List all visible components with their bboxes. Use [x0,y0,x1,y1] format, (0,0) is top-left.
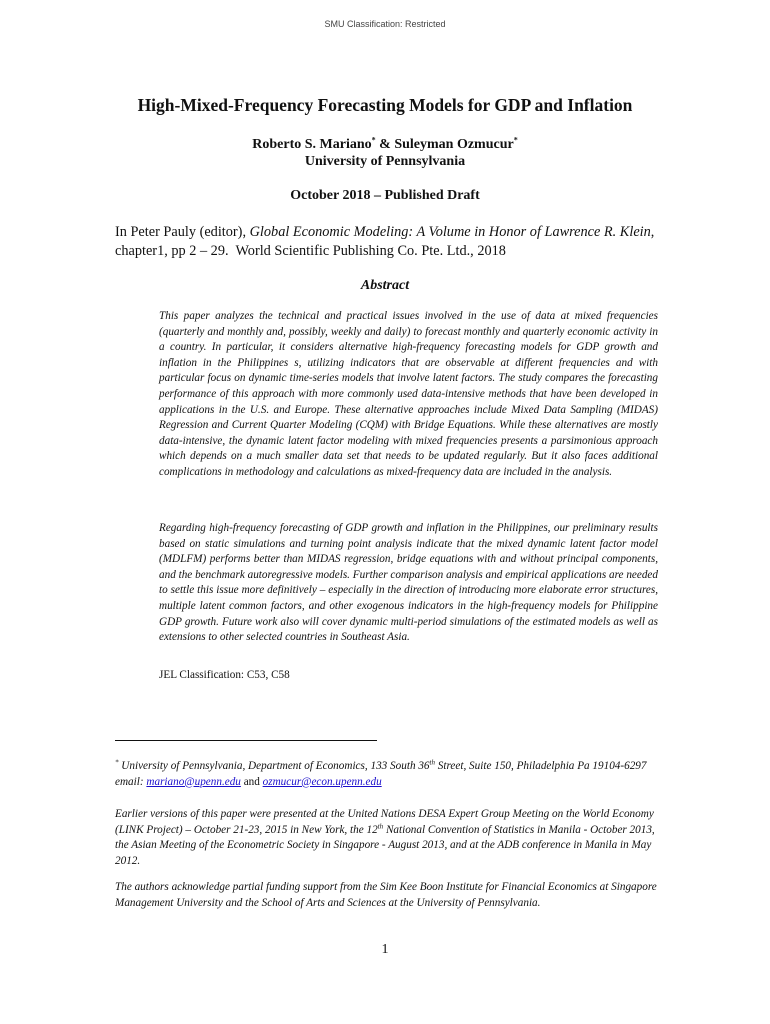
page-number: 1 [381,942,389,957]
publication-date: October 2018 – Published Draft [290,188,480,203]
citation-suffix: , chapter1, pp 2 – 29. World Scientific Publishing Co. Pte. Ltd., 2018 [115,224,662,259]
classification-header: SMU Classification: Restricted [324,19,446,29]
citation-prefix: In Peter Pauly (editor), [115,224,250,240]
email-link-mariano[interactable]: mariano@upenn.edu [146,775,241,788]
footnote-acknowledgment: The authors acknowledge partial funding support from the Sim Kee Boon Institute for Financial Economics at Singapore Management University and the School of Arts and Sciences at the University of Pennsylvania. [115,881,657,909]
citation [115,223,660,261]
earlier-versions-text-2: National Convention of Statistics in Manila - October 2013, the Asian Meeting of the Econometric Society in Singapore - August 2013, and at the ADB conference in Manila in May 2012. [115,823,655,867]
footnote-earlier-versions [115,807,660,869]
ordinal-suffix: th [429,758,435,767]
abstract-paragraph-1: This paper analyzes the technical and practical issues involved in the use of data at mixed frequencies (quarterly and monthly and, possibly, weekly and daily) to forecast monthly and quarterly economic activity in a country. In particular, it considers alternative high-frequency forecasting models for GDP growth and inflation in the Philippines s, utilizing indicators that are observable at different frequencies and with particular focus on dynamic time-series models that involve latent factors. The study compares the forecasting performance of this approach with more commonly used data-intensive methods that have been developed in applications in the U.S. and Europe. These alternative approaches include Mixed Data Sampling (MIDAS) Regression and Current Quarter Modeling (CQM) with Bridge Equations. While these alternatives are mostly data-intensive, the dynamic latent factor modeling with mixed frequencies presents a parsimonious approach which depends on a much smaller data set that needs to be updated regularly. But it also faces additional complications in methodology and calculations as mixed-frequency data are included in the analysis. [159,310,658,478]
author-1-footnote-marker: * [371,135,376,145]
citation-book-title: Global Economic Modeling: A Volume in Honor of Lawrence R. Klein [249,224,651,240]
email-conjunction: and [240,775,263,788]
footnote-affiliation [115,758,675,790]
footnote-divider [115,740,377,741]
author-2: Suleyman Ozmucur [394,137,514,152]
ordinal-suffix: th [377,821,384,830]
author-2-footnote-marker: * [513,135,518,145]
author-separator: & [375,137,395,152]
earlier-versions-text: Earlier versions of this paper were presented at the United Nations DESA Expert Group Meeting on the World Economy (LINK Project) – October 21-23, 2015 in New York, the 12 [115,808,654,836]
footnote-affiliation-text: University of Pennsylvania, Department of Economics, 133 South 36 [118,760,430,772]
footnote-affiliation-text-2: Street, Suite 150, Philadelphia Pa 19104-6297 email: [115,760,675,788]
footnote-marker: * [115,758,119,767]
author-1: Roberto S. Mariano [252,137,372,152]
jel-classification: JEL Classification: C53, C58 [159,669,290,681]
affiliation: University of Pennsylvania [304,154,466,169]
abstract-heading: Abstract [360,278,410,293]
author-names [0,136,770,153]
paper-title: High-Mixed-Frequency Forecasting Models for GDP and Inflation [137,95,633,115]
email-link-ozmucur[interactable]: ozmucur@econ.upenn.edu [262,775,382,788]
abstract-paragraph-2: Regarding high-frequency forecasting of GDP growth and inflation in the Philippines, our preliminary results based on static simulations and turning point analysis indicate that the mixed dynamic latent factor model (MDLFM) performs better than MIDAS regression, bridge equations with and without principal components, and the benchmark autoregressive models. Further comparison analysis and empirical applications are needed to settle this issue more definitively – especially in the direction of introducing more elaborate error structures, multiple latent common factors, and other exogenous indicators in the high-frequency models for Philippine GDP growth. Future work also will cover dynamic multi-period simulations of the estimated models as well as extensions to other selected countries in Southeast Asia. [159,522,658,644]
author-block [0,136,770,170]
